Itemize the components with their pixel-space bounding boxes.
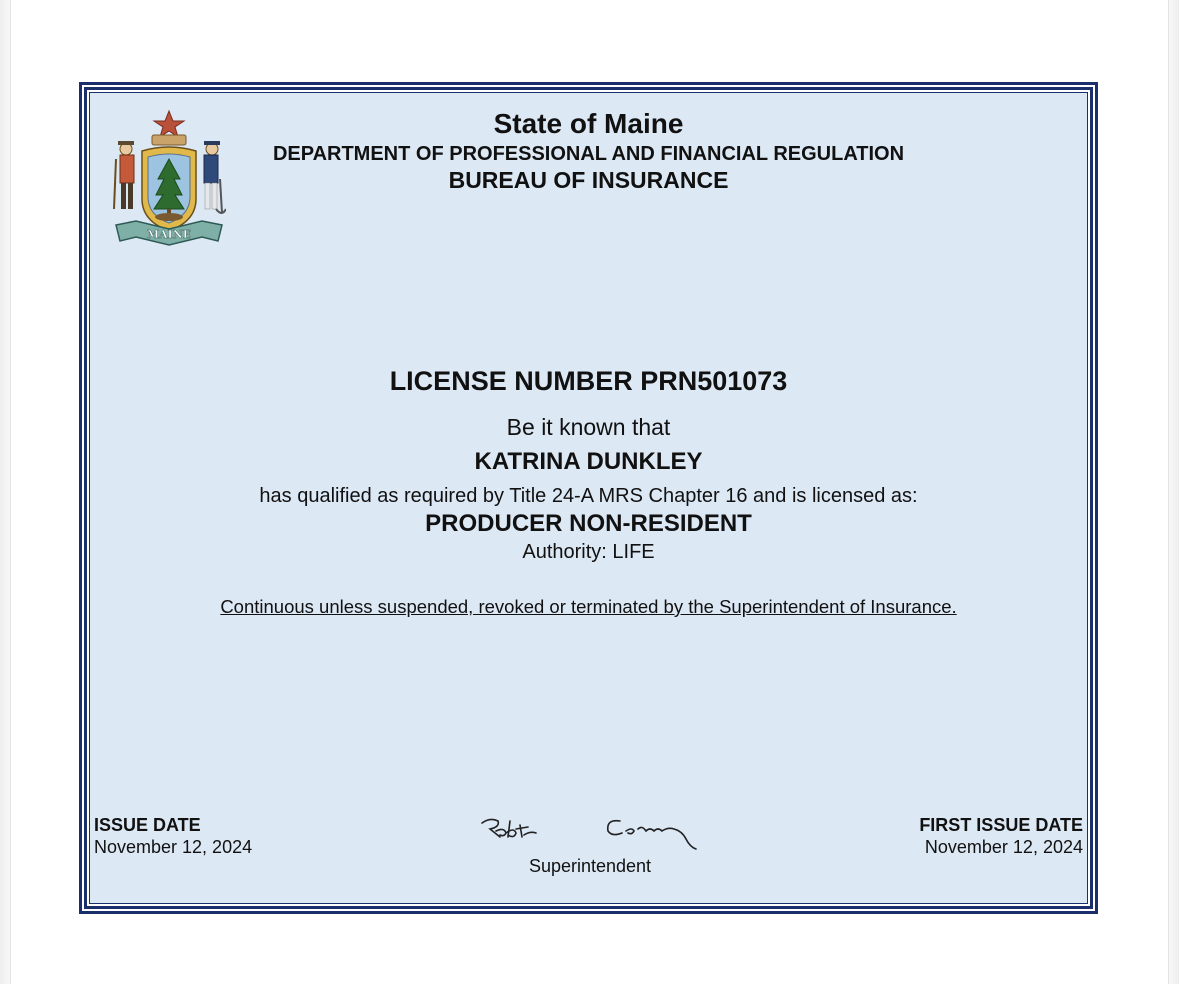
license-type: PRODUCER NON-RESIDENT bbox=[425, 510, 752, 537]
continuity-note: Continuous unless suspended, revoked or terminated by the Superintendent of Insurance. bbox=[220, 596, 957, 617]
certificate-border bbox=[84, 87, 1093, 909]
license-authority: Authority: LIFE bbox=[522, 541, 655, 563]
bureau-title: BUREAU OF INSURANCE bbox=[448, 167, 729, 193]
first-issue-date-label: FIRST ISSUE DATE bbox=[919, 815, 1083, 835]
certificate-body bbox=[90, 363, 1087, 619]
issue-date-value: November 12, 2024 bbox=[94, 837, 253, 857]
page-edge-right bbox=[1168, 0, 1179, 984]
license-certificate bbox=[79, 82, 1098, 914]
license-number: LICENSE NUMBER PRN501073 bbox=[389, 366, 788, 396]
svg-text:MAINE: MAINE bbox=[146, 228, 192, 241]
first-issue-date-block bbox=[919, 814, 1083, 858]
be-known-text: Be it known that bbox=[506, 414, 671, 440]
qualification-statement: has qualified as required by Title 24-A MRS Chapter 16 and is licensed as: bbox=[259, 485, 918, 507]
state-title: State of Maine bbox=[493, 108, 684, 139]
signature-block bbox=[470, 809, 710, 877]
department-title: DEPARTMENT OF PROFESSIONAL AND FINANCIAL REGULATION bbox=[272, 143, 905, 165]
superintendent-signature bbox=[470, 809, 710, 855]
certificate-panel bbox=[89, 92, 1088, 904]
certificate-header bbox=[90, 107, 1087, 194]
issue-date-block bbox=[94, 814, 252, 858]
signer-title: Superintendent bbox=[528, 856, 652, 876]
page-edge-left bbox=[0, 0, 11, 984]
licensee-name: KATRINA DUNKLEY bbox=[474, 448, 703, 475]
first-issue-date-value: November 12, 2024 bbox=[924, 837, 1083, 857]
issue-date-label: ISSUE DATE bbox=[94, 815, 201, 835]
